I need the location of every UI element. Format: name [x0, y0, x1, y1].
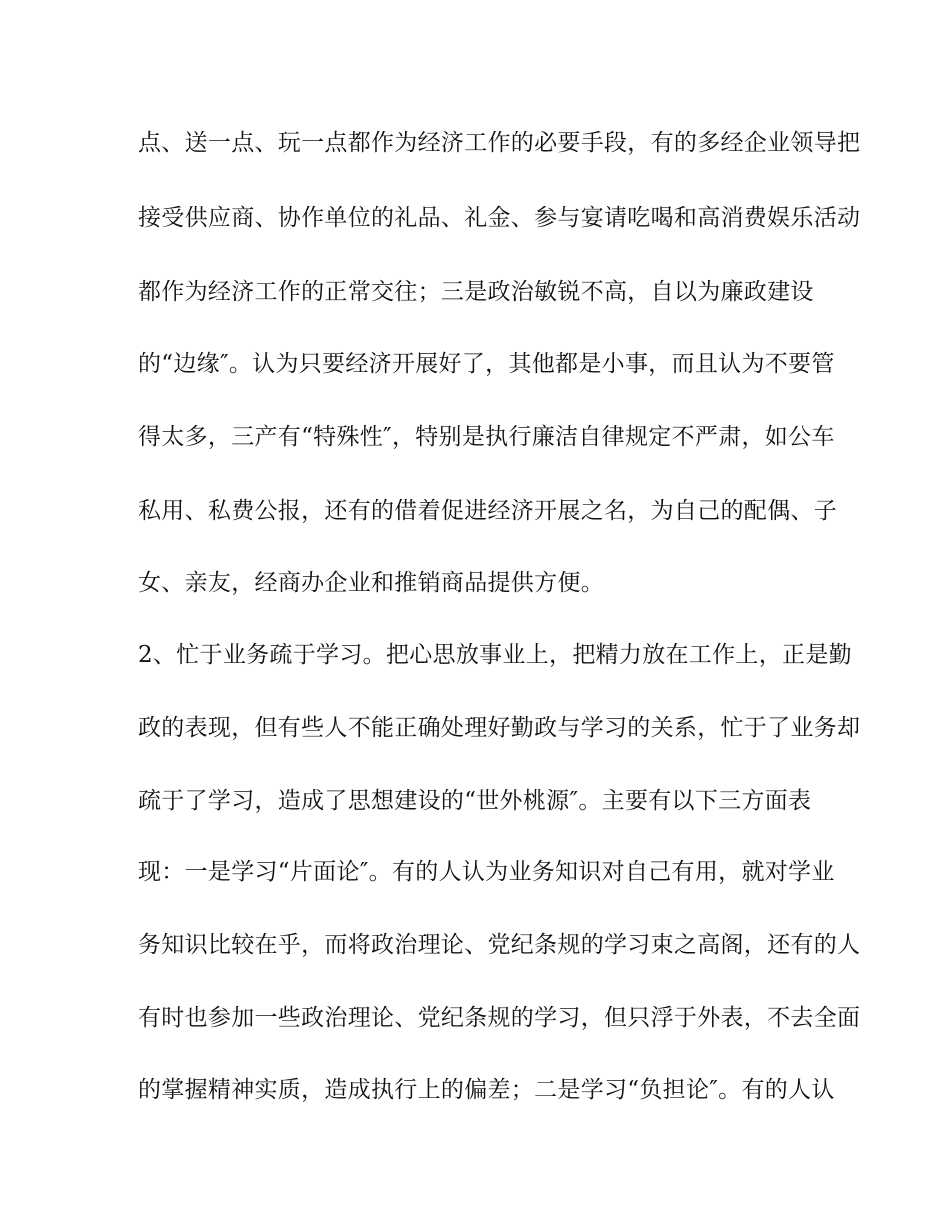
text-line: 的“边缘″。认为只要经济开展好了，其他都是小事，而且认为不要管: [138, 351, 835, 377]
text-line: 接受供应商、协作单位的礼品、礼金、参与宴请吃喝和高消费娱乐活动: [138, 205, 861, 231]
text-line: 现：一是学习“片面论″。有的人认为业务知识对自己有用，就对学业: [138, 859, 835, 885]
text-line: 务知识比较在乎，而将政治理论、党纪条规的学习束之高阁，还有的人: [138, 932, 861, 958]
text-line: 女、亲友，经商办企业和推销商品提供方便。: [138, 570, 604, 596]
text-line: 私用、私费公报，还有的借着促进经济开展之名，为自己的配偶、子: [138, 498, 837, 524]
text-line: 有时也参加一些政治理论、党纪条规的学习，但只浮于外表，不去全面: [138, 1005, 861, 1031]
text-line: 2、忙于业务疏于学习。把心思放事业上，把精力放在工作上，正是勤: [138, 642, 852, 668]
text-line: 点、送一点、玩一点都作为经济工作的必要手段，有的多经企业领导把: [138, 130, 861, 156]
text-line: 都作为经济工作的正常交往；三是政治敏锐不高，自以为廉政建设: [138, 279, 814, 305]
text-line: 政的表现，但有些人不能正确处理好勤政与学习的关系，忙于了业务却: [138, 715, 861, 741]
text-line: 的掌握精神实质，造成执行上的偏差；二是学习“负担论″。有的人认: [138, 1077, 835, 1103]
text-line: 疏于了学习，造成了思想建设的“世外桃源″。主要有以下三方面表: [138, 788, 812, 814]
text-line: 得太多，三产有“特殊性″，特别是执行廉洁自律规定不严肃，如公车: [138, 424, 835, 450]
